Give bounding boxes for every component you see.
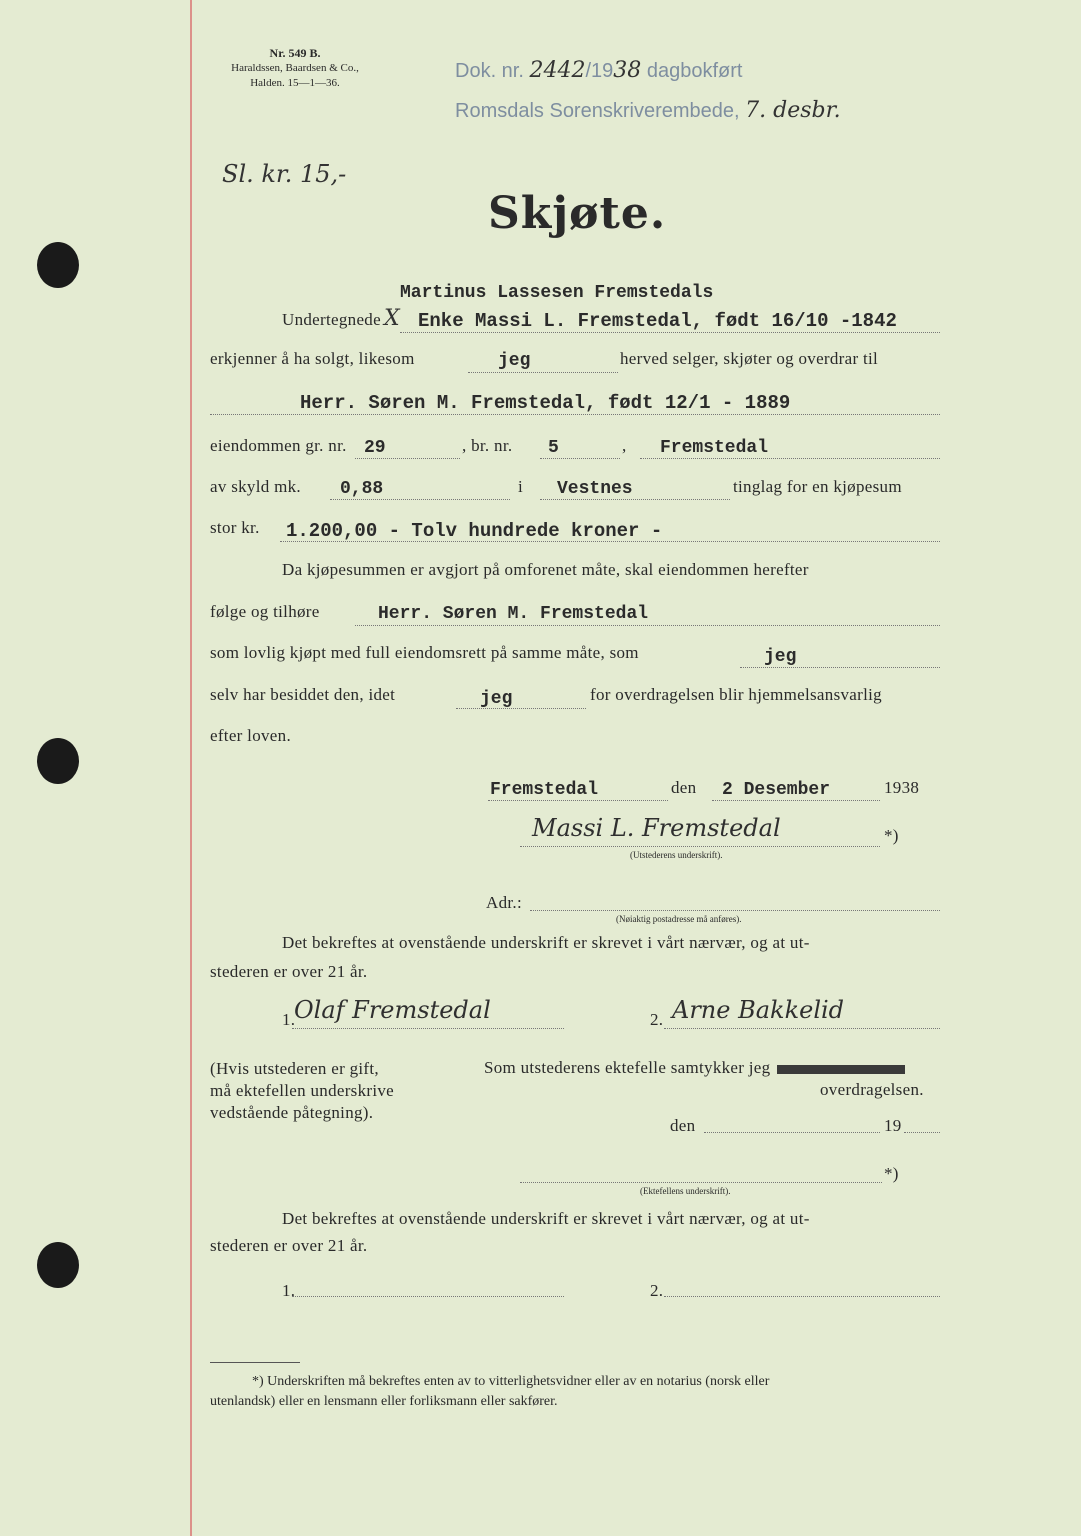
doc-number: 2442 — [529, 58, 586, 83]
witness-text: Det bekreftes at ovenstående underskrift er skrevet i vårt nærvær, og at ut- — [282, 1209, 810, 1228]
fill-line — [740, 667, 940, 668]
fill-line — [468, 372, 618, 373]
issuer-signature: Massi L. Fremstedal — [532, 814, 781, 842]
fill-line — [330, 499, 510, 500]
fill-line — [400, 332, 940, 333]
den-label: den — [671, 778, 697, 797]
tinglag-label: tinglag for en kjøpesum — [733, 477, 902, 496]
fill-line — [210, 414, 940, 415]
fill-line — [520, 846, 880, 847]
br-nr-value: 5 — [548, 438, 559, 458]
address-label: Adr.: — [486, 893, 522, 912]
stamp-prefix: Dok. nr. — [455, 60, 524, 82]
gr-nr-value: 29 — [364, 438, 386, 458]
printer-header — [205, 46, 385, 91]
overdragelsen-label: for overdragelsen blir hjemmelsansvarlig — [590, 685, 882, 704]
witness-text: stederen er over 21 år. — [210, 1236, 368, 1255]
comma: , — [622, 436, 627, 455]
fill-line — [712, 800, 880, 801]
eiendommen-label: eiendommen gr. nr. — [210, 436, 347, 455]
witness-number: 1. — [282, 1281, 296, 1300]
stamp-date: 7. desbr. — [745, 98, 841, 123]
seller-inserted-name: Martinus Lassesen Fremstedals — [400, 283, 714, 303]
pronoun-1: jeg — [498, 351, 531, 371]
fill-line — [355, 458, 460, 459]
footnote-text — [210, 1372, 769, 1412]
tinglag-name: Vestnes — [557, 479, 633, 499]
stamp-year: 38 — [613, 58, 642, 83]
farm-name: Fremstedal — [660, 438, 769, 458]
skyld-label: av skyld mk. — [210, 477, 301, 496]
witness-1-signature: Olaf Fremstedal — [294, 996, 491, 1024]
punch-hole — [37, 738, 79, 784]
signing-year: 1938 — [884, 778, 920, 797]
footnote-line: utenlandsk) eller en lensmann eller forliksmann eller sakfører. — [210, 1394, 558, 1409]
fill-line — [292, 1028, 564, 1029]
spouse-signature-caption: (Ektefellens underskrift). — [640, 1186, 731, 1196]
witness-2-signature: Arne Bakkelid — [672, 996, 845, 1024]
spouse-instruction — [210, 1058, 394, 1124]
fee-note: Sl. kr. 15,- — [222, 160, 347, 188]
footnote-divider — [210, 1362, 300, 1363]
price-value: 1.200,00 - Tolv hundrede kroner - — [286, 520, 663, 542]
year-line[interactable] — [904, 1132, 940, 1133]
paragraph-text: Da kjøpesummen er avgjort på omforenet måte, skal eiendommen herefter — [282, 560, 809, 579]
fill-line — [488, 800, 668, 801]
efter-loven: efter loven. — [210, 726, 292, 745]
fill-line — [456, 708, 586, 709]
spouse-signature-line[interactable] — [520, 1182, 882, 1183]
struck-out-text — [777, 1065, 905, 1074]
fill-line — [664, 1028, 940, 1029]
address-caption: (Nøiaktig postadresse må anføres). — [616, 914, 742, 924]
new-owner-name: Herr. Søren M. Fremstedal — [378, 604, 649, 624]
witness-2-signature-line[interactable] — [664, 1296, 940, 1297]
fill-line — [280, 541, 940, 542]
fill-line — [355, 625, 940, 626]
spouse-consent-text — [484, 1058, 905, 1078]
seller-name: Enke Massi L. Fremstedal, født 16/10 -1842 — [418, 310, 897, 332]
registration-stamp-line1 — [455, 58, 742, 83]
footnote-mark: *) — [884, 826, 899, 845]
skyld-value: 0,88 — [340, 479, 384, 499]
document-title: Skjøte. — [488, 188, 667, 239]
buyer-name: Herr. Søren M. Fremstedal, født 12/1 - 1889 — [300, 392, 791, 414]
fill-line — [640, 458, 940, 459]
herved-label: herved selger, skjøter og overdrar til — [620, 349, 879, 368]
signing-place: Fremstedal — [490, 780, 599, 800]
stamp-year-prefix: /19 — [585, 60, 614, 82]
witness-number: 2. — [650, 1281, 664, 1300]
date-line[interactable] — [704, 1132, 880, 1133]
folge-label: følge og tilhøre — [210, 602, 320, 621]
margin-rule — [190, 0, 192, 1536]
registration-stamp-line2 — [455, 98, 841, 123]
stamp-office: Romsdals Sorenskriverembede, — [455, 100, 740, 122]
witness-1-signature-line[interactable] — [292, 1296, 564, 1297]
stamp-suffix: dagbokført — [646, 60, 743, 82]
i-label: i — [518, 477, 524, 496]
stor-label: stor kr. — [210, 518, 260, 537]
form-number: Nr. 549 B. — [269, 46, 321, 60]
signature-caption: (Utstederens underskrift). — [630, 850, 723, 860]
spouse-instruction-line: må ektefellen underskrive — [210, 1081, 395, 1100]
selv-label: selv har besiddet den, idet — [210, 685, 396, 704]
den-label: den — [670, 1116, 696, 1135]
lovlig-label: som lovlig kjøpt med full eiendomsrett på samme måte, som — [210, 643, 639, 662]
spouse-consent-line: overdragelsen. — [820, 1080, 924, 1099]
printer-line: Haraldssen, Baardsen & Co., — [231, 62, 359, 74]
year-prefix: 19 — [884, 1116, 902, 1135]
fill-line — [540, 499, 730, 500]
spouse-instruction-line: (Hvis utstederen er gift, — [210, 1059, 379, 1078]
insert-mark: X — [384, 306, 400, 331]
spouse-consent-line: Som utstederens ektefelle samtykker jeg — [484, 1058, 771, 1077]
witness-number: 2. — [650, 1010, 664, 1029]
erkjenner-label: erkjenner å ha solgt, likesom — [210, 349, 415, 368]
footnote-line: *) Underskriften må bekreftes enten av to vitterlighetsvidner eller av en notarius (norsk eller — [252, 1374, 770, 1389]
witness-number: 1. — [282, 1010, 296, 1029]
br-nr-label: , br. nr. — [462, 436, 513, 455]
punch-hole — [37, 242, 79, 288]
signing-date: 2 Desember — [722, 780, 831, 800]
address-line[interactable] — [530, 910, 940, 911]
pronoun-2: jeg — [764, 647, 797, 667]
pronoun-3: jeg — [480, 689, 513, 709]
footnote-mark: *) — [884, 1164, 899, 1183]
printer-line: Halden. 15—1—36. — [250, 77, 340, 89]
witness-text: stederen er over 21 år. — [210, 962, 368, 981]
undertegnede-label: Undertegnede — [282, 310, 381, 329]
fill-line — [540, 458, 620, 459]
spouse-instruction-line: vedstående påtegning). — [210, 1103, 374, 1122]
witness-text: Det bekreftes at ovenstående underskrift er skrevet i vårt nærvær, og at ut- — [282, 933, 810, 952]
punch-hole — [37, 1242, 79, 1288]
